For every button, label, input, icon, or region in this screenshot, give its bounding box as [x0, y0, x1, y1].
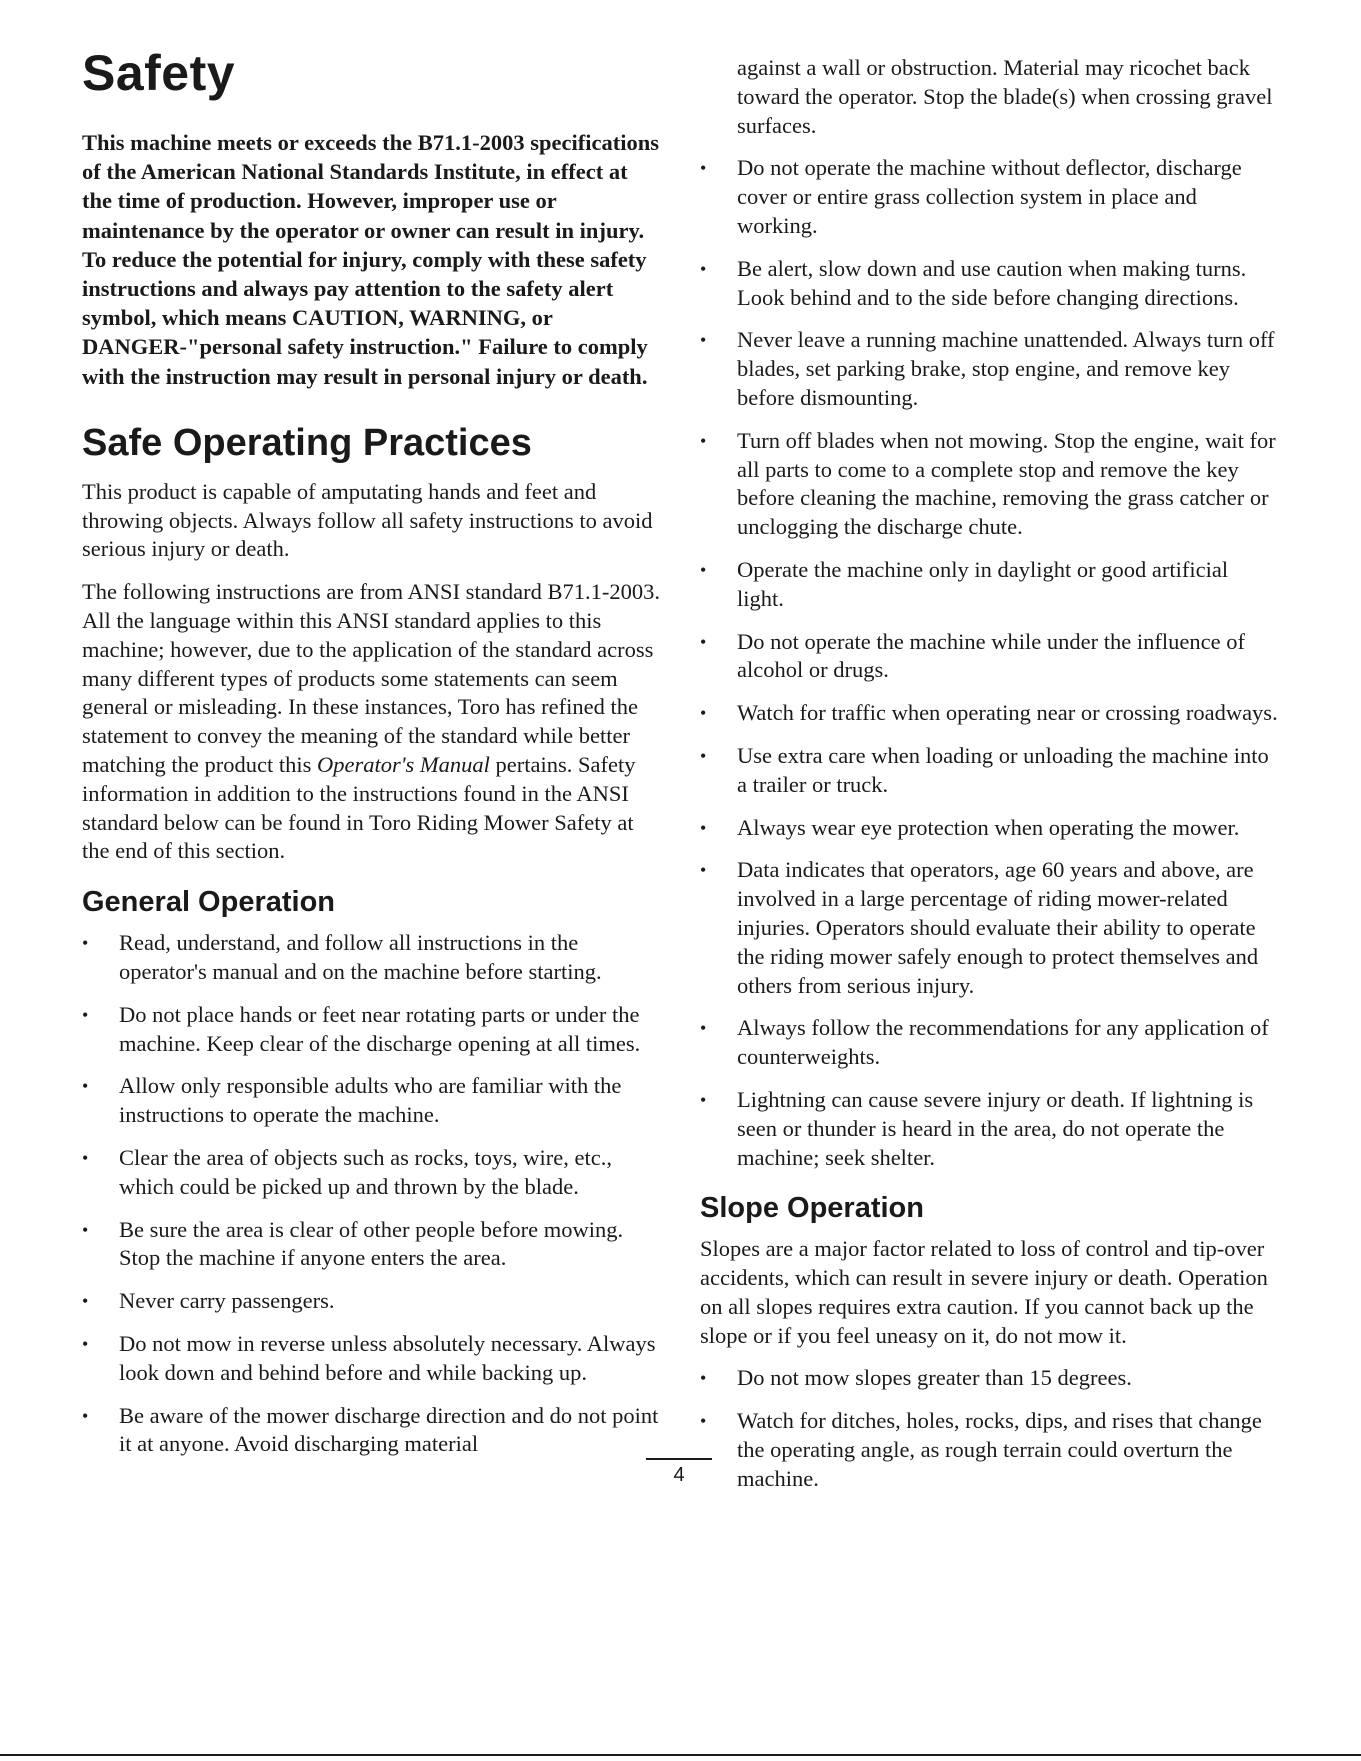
- list-item: • Do not mow in reverse unless absolutely necessary. Always look down and behind before and while backing up.: [82, 1330, 662, 1388]
- list-item: • Never leave a running machine unattended. Always turn off blades, set parking brake, stop engine, and remove key before dismounting.: [700, 326, 1280, 412]
- list-item: • Always follow the recommendations for any application of counterweights.: [700, 1014, 1280, 1072]
- slope-operation-list: [700, 1364, 1280, 1493]
- slope-operation-para: Slopes are a major factor related to loss of control and tip-over accidents, which can result in severe injury or death. Operation on all slopes requires extra caution. If you cannot back up the slope or if you feel uneasy on it, do not mow it.: [700, 1236, 1268, 1348]
- general-operation-list-left: [82, 929, 662, 1459]
- list-item: • Turn off blades when not mowing. Stop the engine, wait for all parts to come to a complete stop and remove the key before cleaning the machine, removing the grass catcher or unclogging the discharge chute.: [700, 427, 1280, 542]
- list-item: • Data indicates that operators, age 60 years and above, are involved in a large percentage of riding mower-related injuries. Operators should evaluate their ability to operate the riding mower safely enough to protect themselves and others from serious injury.: [700, 856, 1280, 1000]
- list-item: • Read, understand, and follow all instructions in the operator's manual and on the machine before starting.: [82, 929, 662, 987]
- list-item: • Operate the machine only in daylight or good artificial light.: [700, 556, 1280, 614]
- safe-operating-para-1: This product is capable of amputating hands and feet and throwing objects. Always follow all safety instructions to avoid serious injury or death.: [82, 478, 653, 562]
- list-item-continued: against a wall or obstruction. Material may ricochet back toward the operator. Stop the blade(s) when crossing gravel surfaces.: [737, 55, 1273, 138]
- intro-paragraph: This machine meets or exceeds the B71.1-2003 specifications of the American National Standards Institute, in effect at the time of production. However, improper use or maintenance by the operator or owner can result in injury. To reduce the potential for injury, comply with these safety instructions and always pay attention to the safety alert symbol, which means CAUTION, WARNING, or DANGER-"personal safety instruction." Failure to comply with the instruction may result in personal injury or death.: [82, 130, 660, 389]
- general-operation-list-right: [700, 54, 1280, 1172]
- list-item: • Be aware of the mower discharge direction and do not point it at anyone. Avoid discharging material: [82, 1402, 662, 1460]
- list-item: • Do not operate the machine while under the influence of alcohol or drugs.: [700, 628, 1280, 686]
- left-column: [82, 0, 662, 1473]
- list-item: • Be sure the area is clear of other people before mowing. Stop the machine if anyone enters the area.: [82, 1216, 662, 1274]
- page-number: 4: [646, 1458, 712, 1487]
- safe-operating-para-2: [82, 578, 662, 866]
- safe-operating-heading: Safe Operating Practices: [82, 421, 532, 464]
- list-item: • Use extra care when loading or unloading the machine into a trailer or truck.: [700, 742, 1280, 800]
- list-item: • Clear the area of objects such as rocks, toys, wire, etc., which could be picked up and thrown by the blade.: [82, 1144, 662, 1202]
- list-item: • Do not mow slopes greater than 15 degrees.: [700, 1364, 1280, 1393]
- para-2-text-after: pertains. Safety information in addition to the instructions found in the ANSI standard below can be found in Toro Riding Mower Safety at the end of this section.: [82, 752, 636, 864]
- list-item: • Do not operate the machine without deflector, discharge cover or entire grass collection system in place and working.: [700, 154, 1280, 240]
- list-item: • Never carry passengers.: [82, 1287, 662, 1316]
- slope-operation-heading: Slope Operation: [700, 1192, 924, 1225]
- list-item: • Be alert, slow down and use caution when making turns. Look behind and to the side before changing directions.: [700, 255, 1280, 313]
- list-item: • Do not place hands or feet near rotating parts or under the machine. Keep clear of the discharge opening at all times.: [82, 1001, 662, 1059]
- para-2-text-before: The following instructions are from ANSI standard B71.1-2003. All the language within this ANSI standard applies to this machine; however, due to the application of the standard across many different types of products some statements can seem general or misleading. In these instances, Toro has refined the statement to convey the meaning of the standard while better matching the product this: [82, 579, 661, 777]
- list-item: • Watch for traffic when operating near or crossing roadways.: [700, 699, 1280, 728]
- list-item: • Allow only responsible adults who are familiar with the instructions to operate the machine.: [82, 1072, 662, 1130]
- right-column: [700, 0, 1280, 1508]
- list-item: • Lightning can cause severe injury or death. If lightning is seen or thunder is heard in the area, do not operate the machine; seek shelter.: [700, 1086, 1280, 1172]
- bottom-rule: [0, 1754, 1361, 1756]
- page-title: Safety: [82, 45, 236, 101]
- general-operation-heading: General Operation: [82, 886, 336, 919]
- list-item: • Watch for ditches, holes, rocks, dips, and rises that change the operating angle, as rough terrain could overturn the machine.: [700, 1407, 1280, 1493]
- list-item: • Always wear eye protection when operating the mower.: [700, 814, 1280, 843]
- operators-manual-title: Operator's Manual: [316, 752, 490, 777]
